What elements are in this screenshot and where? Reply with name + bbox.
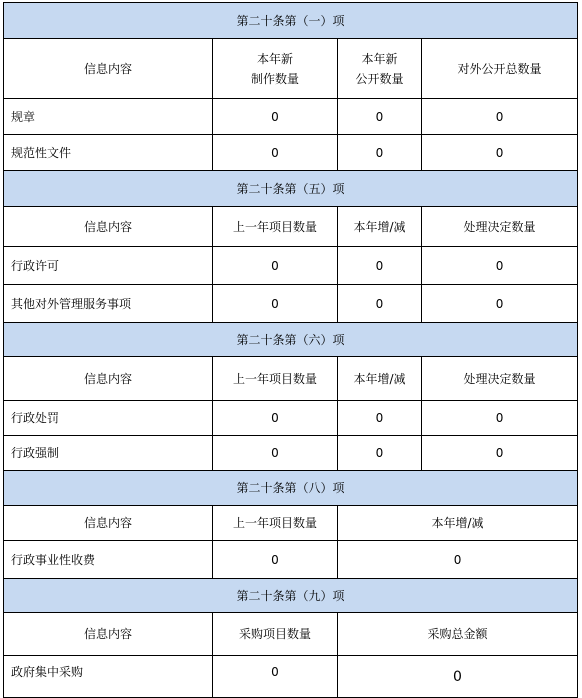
section-title: 第二十条第（六）项 — [4, 323, 578, 357]
column-header-row — [4, 207, 578, 247]
column-header-total-published-count: 对外公开总数量 — [422, 39, 578, 99]
column-header-change: 本年增/减 — [338, 506, 578, 541]
row-value: 0 — [338, 135, 422, 171]
section-title: 第二十条第（五）项 — [4, 171, 578, 207]
section-header-row — [4, 3, 578, 39]
section-title: 第二十条第（一）项 — [4, 3, 578, 39]
column-header-info-content: 信息内容 — [4, 39, 213, 99]
column-header-prior-year-count: 上一年项目数量 — [213, 207, 338, 247]
row-label: 其他对外管理服务事项 — [4, 285, 213, 323]
row-value: 0 — [213, 401, 338, 436]
column-header-new-published-count: 本年新 公开数量 — [338, 39, 422, 99]
column-header-change: 本年增/减 — [338, 357, 422, 401]
column-header-info-content: 信息内容 — [4, 506, 213, 541]
column-header-change: 本年增/减 — [338, 207, 422, 247]
row-value: 0 — [422, 247, 578, 285]
column-header-procurement-count: 采购项目数量 — [213, 613, 338, 656]
row-value: 0 — [338, 285, 422, 323]
section-header-row — [4, 471, 578, 506]
row-value: 0 — [213, 135, 338, 171]
column-header-row — [4, 506, 578, 541]
row-value: 0 — [338, 99, 422, 135]
column-header-prior-year-count: 上一年项目数量 — [213, 506, 338, 541]
row-label: 行政许可 — [4, 247, 213, 285]
row-value: 0 — [338, 247, 422, 285]
row-label: 政府集中采购 — [4, 656, 213, 698]
column-header-decision-count: 处理决定数量 — [422, 357, 578, 401]
row-value: 0 — [213, 541, 338, 579]
row-label: 行政事业性收费 — [4, 541, 213, 579]
column-header-row — [4, 39, 578, 99]
section-header-row — [4, 171, 578, 207]
row-value: 0 — [213, 656, 338, 698]
row-value: 0 — [338, 541, 578, 579]
column-header-procurement-amount: 采购总金额 — [338, 613, 578, 656]
disclosure-statistics-table — [3, 2, 578, 698]
row-value: 0 — [213, 285, 338, 323]
section-header-row — [4, 579, 578, 613]
table-row — [4, 436, 578, 471]
row-value: 0 — [338, 656, 578, 698]
column-header-row — [4, 357, 578, 401]
row-label: 行政强制 — [4, 436, 213, 471]
table-row — [4, 135, 578, 171]
column-header-prior-year-count: 上一年项目数量 — [213, 357, 338, 401]
row-value: 0 — [422, 401, 578, 436]
section-title: 第二十条第（八）项 — [4, 471, 578, 506]
row-value: 0 — [338, 401, 422, 436]
row-label: 规章 — [4, 99, 213, 135]
column-header-info-content: 信息内容 — [4, 613, 213, 656]
table-row — [4, 99, 578, 135]
section-header-row — [4, 323, 578, 357]
row-value: 0 — [338, 436, 422, 471]
row-value: 0 — [422, 99, 578, 135]
table-row — [4, 285, 578, 323]
row-value: 0 — [422, 135, 578, 171]
row-value: 0 — [422, 285, 578, 323]
row-value: 0 — [213, 247, 338, 285]
section-title: 第二十条第（九）项 — [4, 579, 578, 613]
table-row — [4, 541, 578, 579]
row-label: 行政处罚 — [4, 401, 213, 436]
row-label: 规范性文件 — [4, 135, 213, 171]
row-value: 0 — [213, 99, 338, 135]
table-row — [4, 401, 578, 436]
table-row — [4, 656, 578, 698]
table-row — [4, 247, 578, 285]
column-header-decision-count: 处理决定数量 — [422, 207, 578, 247]
column-header-info-content: 信息内容 — [4, 357, 213, 401]
column-header-row — [4, 613, 578, 656]
row-value: 0 — [422, 436, 578, 471]
column-header-info-content: 信息内容 — [4, 207, 213, 247]
column-header-new-made-count: 本年新 制作数量 — [213, 39, 338, 99]
row-value: 0 — [213, 436, 338, 471]
